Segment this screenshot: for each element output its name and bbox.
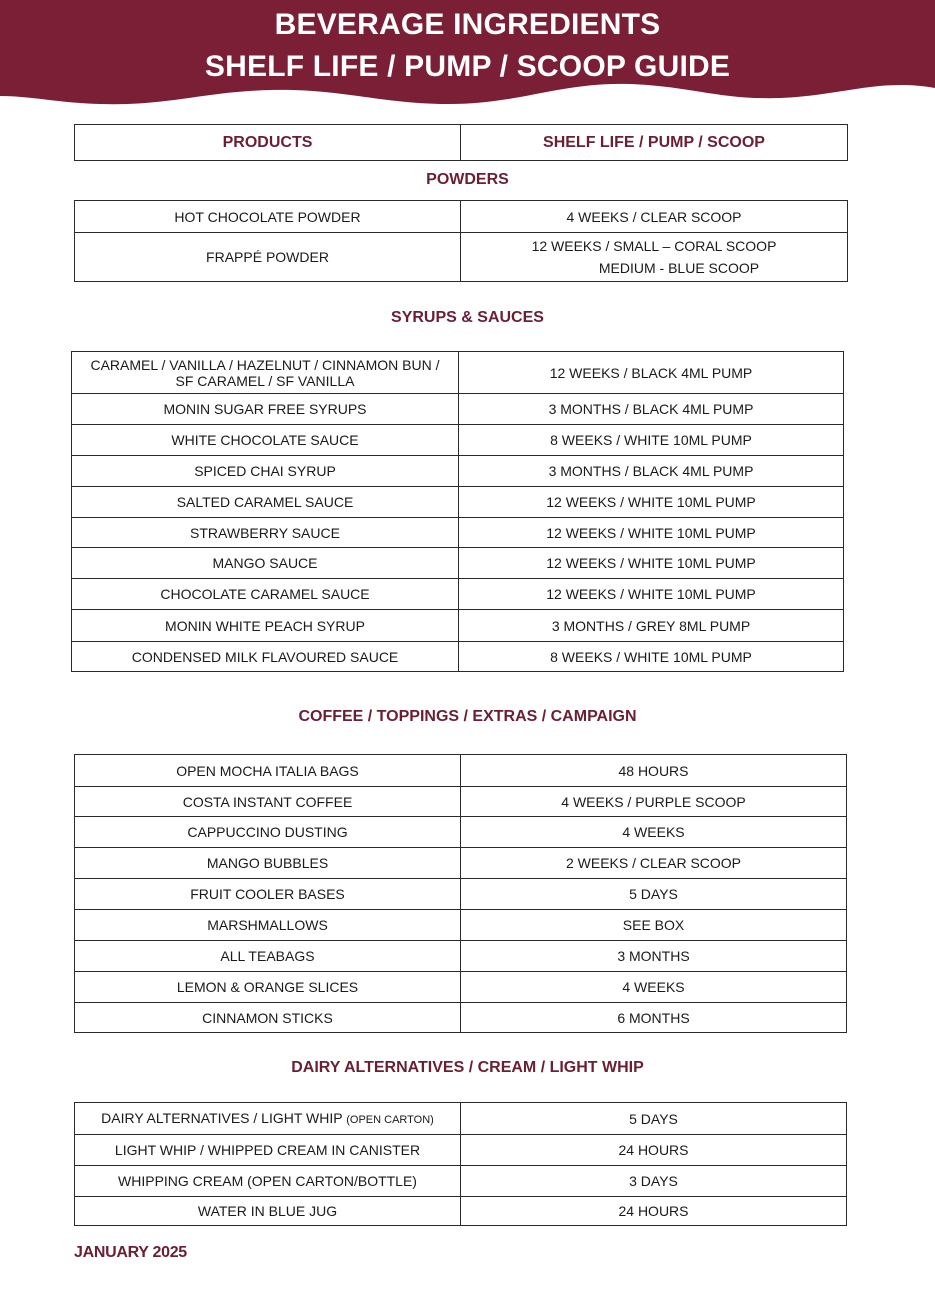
shelf-life-cell: 24 HOURS xyxy=(461,1197,847,1226)
column-header-shelf-life: SHELF LIFE / PUMP / SCOOP xyxy=(461,125,848,161)
table-row xyxy=(72,425,844,456)
table-row xyxy=(75,879,847,910)
product-cell: MANGO SAUCE xyxy=(72,548,459,579)
shelf-life-cell: 12 WEEKS / WHITE 10ML PUMP xyxy=(459,518,844,548)
header-banner xyxy=(0,0,935,118)
shelf-life-cell: 3 DAYS xyxy=(461,1166,847,1197)
table-row xyxy=(75,201,848,233)
product-line-1: CARAMEL / VANILLA / HAZELNUT / CINNAMON BUN / xyxy=(90,356,440,373)
table-row xyxy=(72,548,844,579)
table-row xyxy=(72,642,844,672)
product-cell: MANGO BUBBLES xyxy=(75,848,461,879)
shelf-life-cell: 12 WEEKS / BLACK 4ML PUMP xyxy=(459,352,844,394)
table-row xyxy=(72,487,844,518)
table-row xyxy=(72,610,844,642)
table-row xyxy=(75,1103,847,1135)
section-title-coffee-toppings: COFFEE / TOPPINGS / EXTRAS / CAMPAIGN xyxy=(298,708,637,725)
table-row xyxy=(75,941,847,972)
product-cell xyxy=(72,352,459,394)
column-header-table xyxy=(74,124,848,161)
powders-table xyxy=(74,200,848,282)
product-cell: FRUIT COOLER BASES xyxy=(75,879,461,910)
shelf-life-cell: 4 WEEKS / PURPLE SCOOP xyxy=(461,787,847,817)
footer-date: JANUARY 2025 xyxy=(74,1244,187,1261)
shelf-life-cell: 2 WEEKS / CLEAR SCOOP xyxy=(461,848,847,879)
table-row xyxy=(75,787,847,817)
shelf-life-cell: 12 WEEKS / WHITE 10ML PUMP xyxy=(459,548,844,579)
shelf-life-cell xyxy=(461,233,848,282)
product-cell: MONIN WHITE PEACH SYRUP xyxy=(72,610,459,642)
shelf-life-cell: 4 WEEKS xyxy=(461,972,847,1003)
table-row xyxy=(75,1197,847,1226)
product-cell: LIGHT WHIP / WHIPPED CREAM IN CANISTER xyxy=(75,1135,461,1166)
product-cell: CINNAMON STICKS xyxy=(75,1003,461,1033)
product-cell: LEMON & ORANGE SLICES xyxy=(75,972,461,1003)
page-title-line-1: BEVERAGE INGREDIENTS xyxy=(274,8,661,41)
product-cell xyxy=(75,1103,461,1135)
product-line-2: SF CARAMEL / SF VANILLA xyxy=(175,372,355,389)
shelf-life-cell: 5 DAYS xyxy=(461,879,847,910)
coffee-table xyxy=(74,754,847,1033)
shelf-life-cell: 6 MONTHS xyxy=(461,1003,847,1033)
section-title-dairy: DAIRY ALTERNATIVES / CREAM / LIGHT WHIP xyxy=(291,1059,644,1076)
product-cell: SPICED CHAI SYRUP xyxy=(72,456,459,487)
table-row xyxy=(75,972,847,1003)
shelf-life-cell: SEE BOX xyxy=(461,910,847,941)
section-title-syrups-sauces: SYRUPS & SAUCES xyxy=(391,309,544,326)
product-cell: CHOCOLATE CARAMEL SAUCE xyxy=(72,579,459,610)
product-note: (OPEN CARTON) xyxy=(346,1113,434,1126)
product-cell: MARSHMALLOWS xyxy=(75,910,461,941)
page-title-line-2: SHELF LIFE / PUMP / SCOOP GUIDE xyxy=(204,50,731,83)
shelf-life-cell: 3 MONTHS / GREY 8ML PUMP xyxy=(459,610,844,642)
table-row xyxy=(72,518,844,548)
shelf-life-cell: 8 WEEKS / WHITE 10ML PUMP xyxy=(459,425,844,456)
section-title-powders: POWDERS xyxy=(426,171,509,188)
table-row xyxy=(75,1003,847,1033)
product-cell: SALTED CARAMEL SAUCE xyxy=(72,487,459,518)
shelf-life-line-2: MEDIUM - BLUE SCOOP xyxy=(598,260,760,276)
shelf-life-cell: 12 WEEKS / WHITE 10ML PUMP xyxy=(459,579,844,610)
product-cell: WHIPPING CREAM (OPEN CARTON/BOTTLE) xyxy=(75,1166,461,1197)
table-row xyxy=(75,910,847,941)
product-cell: CONDENSED MILK FLAVOURED SAUCE xyxy=(72,642,459,672)
shelf-life-cell: 3 MONTHS / BLACK 4ML PUMP xyxy=(459,456,844,487)
syrups-table xyxy=(71,351,844,672)
product-cell: WATER IN BLUE JUG xyxy=(75,1197,461,1226)
table-row xyxy=(72,352,844,394)
table-row xyxy=(75,848,847,879)
shelf-life-cell: 24 HOURS xyxy=(461,1135,847,1166)
shelf-life-line-1: 12 WEEKS / SMALL – CORAL SCOOP xyxy=(531,238,777,254)
shelf-life-cell: 12 WEEKS / WHITE 10ML PUMP xyxy=(459,487,844,518)
product-text: DAIRY ALTERNATIVES / LIGHT WHIP xyxy=(101,1109,347,1126)
product-cell: FRAPPÉ POWDER xyxy=(75,233,461,282)
table-row xyxy=(75,1135,847,1166)
table-row xyxy=(72,456,844,487)
shelf-life-cell: 8 WEEKS / WHITE 10ML PUMP xyxy=(459,642,844,672)
table-row xyxy=(72,394,844,425)
product-cell: ALL TEABAGS xyxy=(75,941,461,972)
column-header-products: PRODUCTS xyxy=(75,125,461,161)
table-row xyxy=(75,755,847,787)
shelf-life-cell: 3 MONTHS / BLACK 4ML PUMP xyxy=(459,394,844,425)
shelf-life-cell: 4 WEEKS / CLEAR SCOOP xyxy=(461,201,848,233)
dairy-table xyxy=(74,1102,847,1226)
product-cell: OPEN MOCHA ITALIA BAGS xyxy=(75,755,461,787)
product-cell: COSTA INSTANT COFFEE xyxy=(75,787,461,817)
product-cell: HOT CHOCOLATE POWDER xyxy=(75,201,461,233)
product-cell: STRAWBERRY SAUCE xyxy=(72,518,459,548)
shelf-life-cell: 3 MONTHS xyxy=(461,941,847,972)
shelf-life-cell: 4 WEEKS xyxy=(461,817,847,848)
table-row xyxy=(75,233,848,282)
table-row xyxy=(75,1166,847,1197)
product-cell: MONIN SUGAR FREE SYRUPS xyxy=(72,394,459,425)
table-row xyxy=(72,579,844,610)
product-cell: WHITE CHOCOLATE SAUCE xyxy=(72,425,459,456)
shelf-life-cell: 5 DAYS xyxy=(461,1103,847,1135)
product-cell: CAPPUCCINO DUSTING xyxy=(75,817,461,848)
shelf-life-cell: 48 HOURS xyxy=(461,755,847,787)
table-row xyxy=(75,817,847,848)
